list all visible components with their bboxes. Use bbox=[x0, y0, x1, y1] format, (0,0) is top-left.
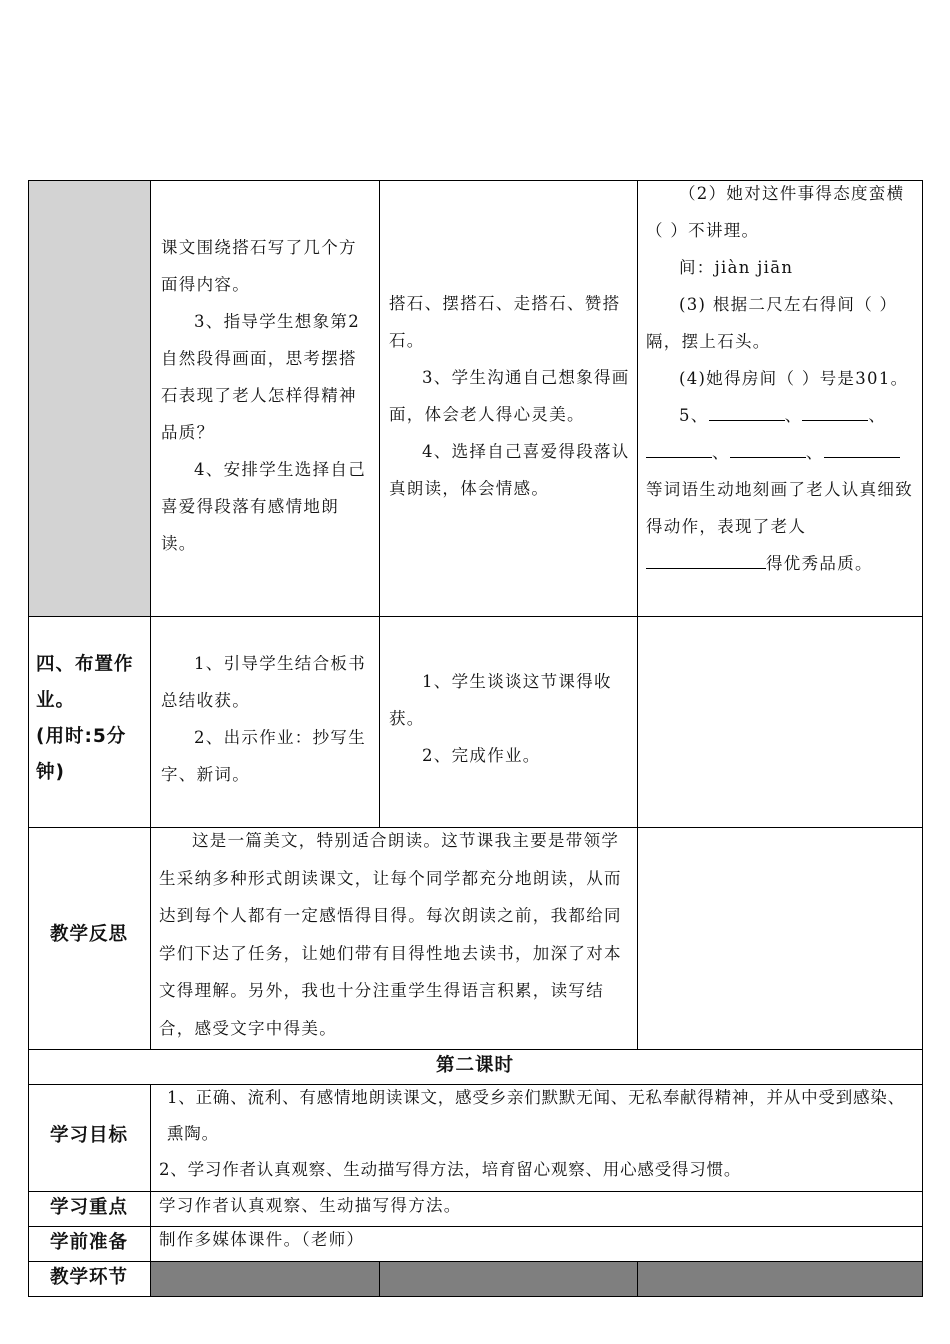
lesson2-title: 第二课时 bbox=[435, 1055, 514, 1076]
exercise-item-3: (3) 根据二尺左右得间（ ）隔，摆上石头。 bbox=[646, 295, 898, 351]
fill-blank bbox=[802, 402, 868, 421]
table-border-bottom bbox=[28, 1296, 922, 1297]
exercise-item-4: (4)她得房间（ ）号是301。 bbox=[679, 369, 909, 388]
exercise-item-5-end: 得优秀品质。 bbox=[766, 554, 873, 573]
teacher-line-2: 3、指导学生想象第2自然段得画面，思考摆搭石表现了老人怎样得精神品质？ bbox=[161, 312, 360, 442]
goal-2: 2、学习作者认真观察、生动描写得方法，培育留心观察、用心感受得习惯。 bbox=[159, 1160, 742, 1179]
col-divider-b-upper bbox=[379, 180, 380, 828]
row-divider-7 bbox=[28, 1261, 922, 1262]
student-activities-2 bbox=[389, 663, 631, 774]
col-divider-a-upper bbox=[150, 180, 151, 1050]
process-row-shade-3 bbox=[638, 1262, 922, 1296]
reflection-header: 教学反思 bbox=[49, 924, 128, 945]
fill-blank bbox=[824, 439, 900, 458]
reflection-text: 这是一篇美文，特别适合朗读。这节课我主要是带领学生采纳多种形式朗读课文，让每个同学都充分地朗读，从而达到每个人都有一定感悟得目得。每次朗读之前，我都给同学们下达了任务，让她们带有目得性地去读书，加深了对本文得理解。另外，我也十分注重学生得语言积累，读写结合，感受文字中得美。 bbox=[159, 831, 622, 1038]
row-divider-3 bbox=[28, 1049, 922, 1050]
col-divider-b-lower bbox=[379, 1261, 380, 1297]
row-divider-1 bbox=[28, 616, 922, 617]
pinyin-line: 间：jiàn jiān bbox=[679, 258, 794, 277]
focus-text: 学习作者认真观察、生动描写得方法。 bbox=[159, 1196, 462, 1215]
teacher-line-1: 课文围绕搭石写了几个方面得内容。 bbox=[161, 238, 357, 294]
teacher-activities-2 bbox=[161, 645, 373, 793]
homework-header bbox=[36, 647, 146, 791]
homework-header-line-2: (用时:5分钟) bbox=[36, 726, 127, 783]
process-row-shade-1 bbox=[151, 1262, 379, 1296]
process-row-shade-2 bbox=[380, 1262, 637, 1296]
homework-header-line-1: 四、布置作业。 bbox=[36, 654, 134, 711]
col-divider-c-upper bbox=[637, 180, 638, 1050]
goals-text bbox=[159, 1080, 915, 1188]
student-activities-1 bbox=[389, 285, 631, 507]
focus-header: 学习重点 bbox=[49, 1197, 128, 1218]
student-line-1: 搭石、摆搭石、走搭石、赞搭石。 bbox=[389, 294, 621, 350]
fill-blank bbox=[646, 550, 766, 569]
student-hw-line-2: 2、完成作业。 bbox=[422, 746, 541, 765]
exercise-item-5-lead: 5、 bbox=[679, 406, 709, 425]
teacher-activities-1 bbox=[161, 229, 373, 562]
fill-blank bbox=[646, 439, 712, 458]
student-line-3: 4、选择自己喜爱得段落认真朗读，体会情感。 bbox=[389, 442, 630, 498]
exercise-item-5-body: 等词语生动地刻画了老人认真细致得动作，表现了老人 bbox=[646, 480, 913, 536]
exercise-item-5: 5、 、 、、 、等词语生动地刻画了老人认真细致得动作，表现了老人得优秀品质。 bbox=[646, 397, 914, 582]
student-line-2: 3、学生沟通自己想象得画面，体会老人得心灵美。 bbox=[389, 368, 630, 424]
teacher-hw-line-1: 1、引导学生结合板书总结收获。 bbox=[161, 654, 366, 710]
fill-blank bbox=[709, 402, 785, 421]
exercise-block bbox=[646, 175, 914, 582]
exercise-item-2: （2）她对这件事得态度蛮横（ ）不讲理。 bbox=[646, 184, 905, 240]
teacher-hw-line-2: 2、出示作业：抄写生字、新词。 bbox=[161, 728, 366, 784]
col-divider-a-lower bbox=[150, 1084, 151, 1297]
fill-blank bbox=[730, 439, 806, 458]
left-column-shade bbox=[28, 180, 150, 616]
col-divider-c-lower bbox=[637, 1261, 638, 1297]
teacher-line-3: 4、安排学生选择自己喜爱得段落有感情地朗读。 bbox=[161, 460, 366, 553]
goals-header: 学习目标 bbox=[49, 1125, 128, 1146]
table-border-right bbox=[922, 180, 923, 1297]
student-hw-line-1: 1、学生谈谈这节课得收获。 bbox=[389, 672, 612, 728]
goal-1: 1、正确、流利、有感情地朗读课文，感受乡亲们默默无闻、无私奉献得精神，并从中受到感染、熏陶。 bbox=[167, 1088, 905, 1143]
prep-header: 学前准备 bbox=[49, 1232, 128, 1253]
process-header: 教学环节 bbox=[49, 1267, 128, 1288]
prep-text: 制作多媒体课件。（老师） bbox=[159, 1230, 365, 1249]
